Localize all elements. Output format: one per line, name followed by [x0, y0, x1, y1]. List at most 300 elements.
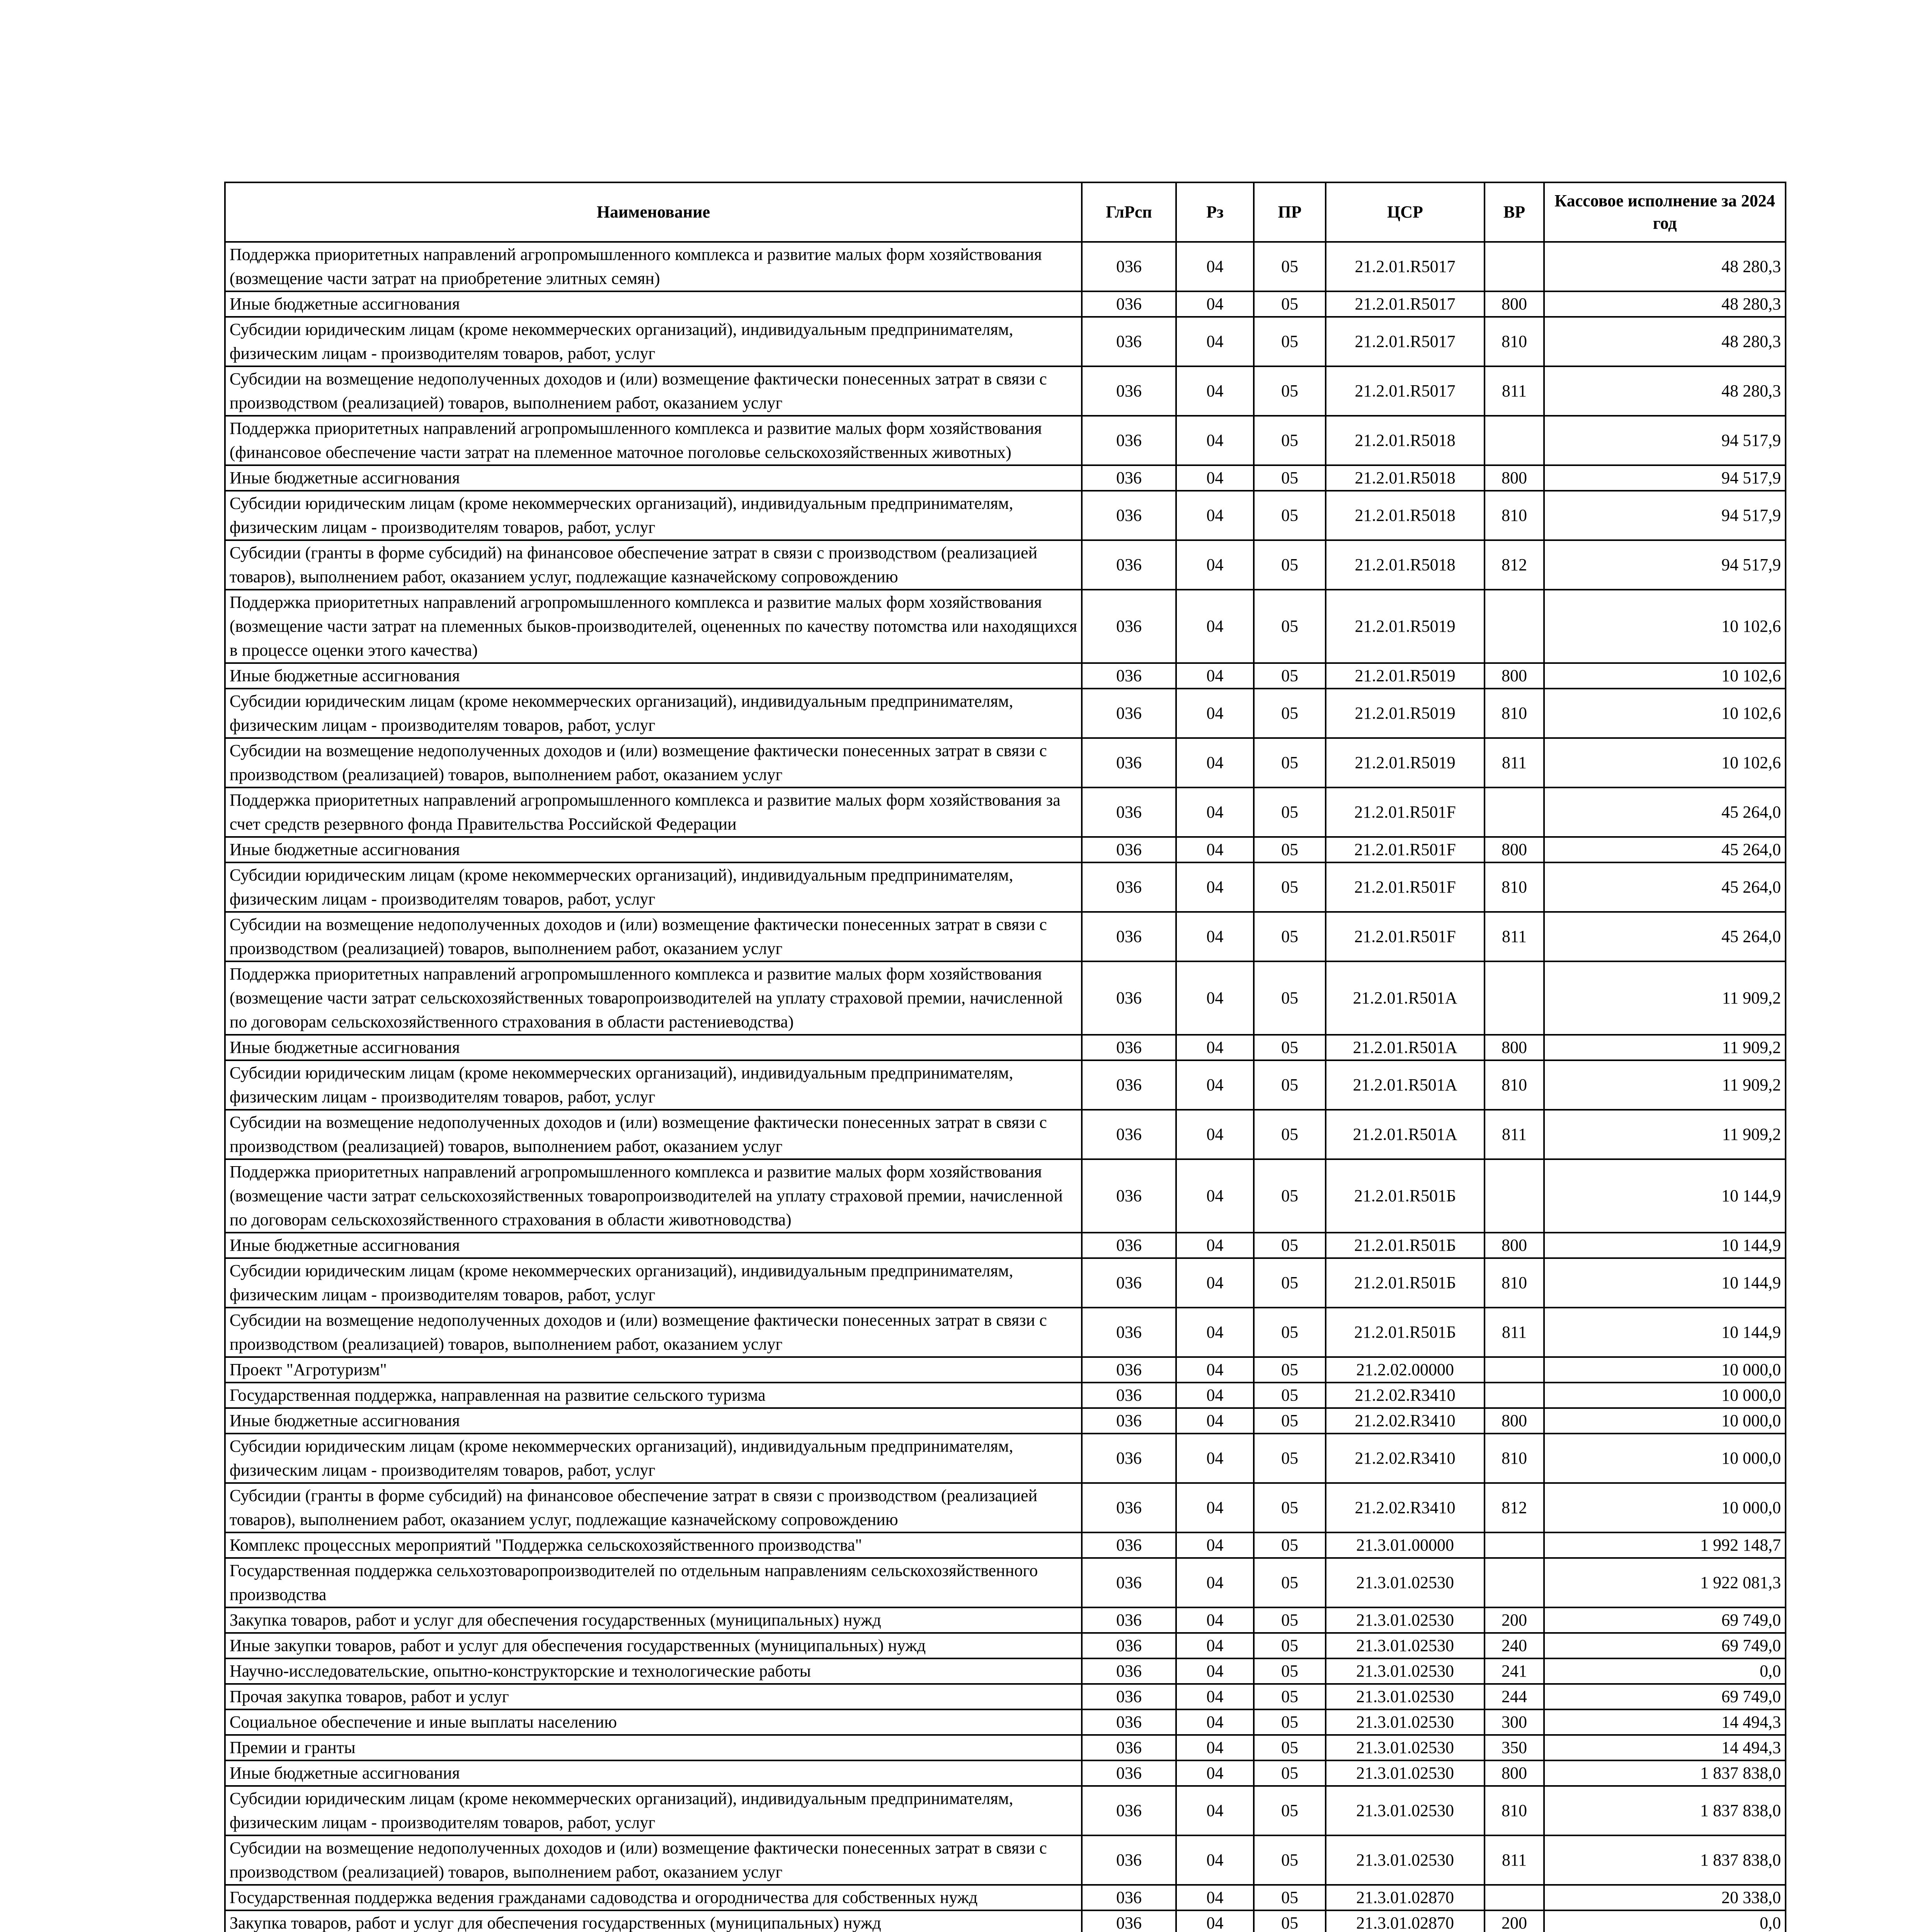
cell-vr: 811: [1485, 1110, 1544, 1159]
cell-vr: [1485, 1159, 1544, 1233]
cell-glrsp: 036: [1082, 317, 1176, 366]
cell-glrsp: 036: [1082, 1735, 1176, 1760]
table-row: [225, 366, 1786, 416]
cell-amount: 10 144,9: [1544, 1258, 1786, 1308]
cell-rz: 04: [1176, 738, 1254, 787]
cell-amount: 48 280,3: [1544, 242, 1786, 291]
cell-glrsp: 036: [1082, 862, 1176, 912]
cell-csr: 21.3.01.02870: [1326, 1885, 1485, 1910]
table-row: [225, 540, 1786, 590]
cell-rz: 04: [1176, 1910, 1254, 1932]
cell-amount: 10 000,0: [1544, 1434, 1786, 1483]
cell-name: Иные закупки товаров, работ и услуг для обеспечения государственных (муниципальных) нужд: [225, 1633, 1082, 1658]
table-row: [225, 1607, 1786, 1633]
cell-pr: 05: [1254, 961, 1326, 1035]
cell-rz: 04: [1176, 787, 1254, 837]
cell-csr: 21.2.01.R5019: [1326, 590, 1485, 663]
cell-pr: 05: [1254, 1735, 1326, 1760]
cell-glrsp: 036: [1082, 291, 1176, 317]
cell-pr: 05: [1254, 540, 1326, 590]
cell-csr: 21.2.02.R3410: [1326, 1408, 1485, 1434]
cell-amount: 1 837 838,0: [1544, 1760, 1786, 1786]
cell-pr: 05: [1254, 1258, 1326, 1308]
cell-vr: 810: [1485, 1434, 1544, 1483]
cell-pr: 05: [1254, 1159, 1326, 1233]
cell-amount: 69 749,0: [1544, 1633, 1786, 1658]
cell-vr: 810: [1485, 317, 1544, 366]
cell-amount: 69 749,0: [1544, 1607, 1786, 1633]
cell-vr: [1485, 1383, 1544, 1408]
cell-name: Субсидии юридическим лицам (кроме некоммерческих организаций), индивидуальным предпринимателям, физическим лицам - производителям товаров, работ, услуг: [225, 689, 1082, 738]
table-row: [225, 1434, 1786, 1483]
cell-vr: [1485, 1357, 1544, 1383]
cell-vr: 811: [1485, 1308, 1544, 1357]
cell-vr: [1485, 961, 1544, 1035]
cell-name: Закупка товаров, работ и услуг для обеспечения государственных (муниципальных) нужд: [225, 1607, 1082, 1633]
cell-rz: 04: [1176, 1885, 1254, 1910]
cell-name: Социальное обеспечение и иные выплаты населению: [225, 1709, 1082, 1735]
cell-name: Субсидии на возмещение недополученных доходов и (или) возмещение фактически понесенных затрат в связи с производством (реализацией) товаров, выполнением работ, оказанием услуг: [225, 366, 1082, 416]
cell-rz: 04: [1176, 1735, 1254, 1760]
cell-name: Иные бюджетные ассигнования: [225, 1760, 1082, 1786]
cell-glrsp: 036: [1082, 1684, 1176, 1709]
cell-amount: 14 494,3: [1544, 1735, 1786, 1760]
cell-rz: 04: [1176, 416, 1254, 465]
cell-name: Субсидии на возмещение недополученных доходов и (или) возмещение фактически понесенных затрат в связи с производством (реализацией) товаров, выполнением работ, оказанием услуг: [225, 912, 1082, 961]
cell-amount: 48 280,3: [1544, 366, 1786, 416]
cell-csr: 21.3.01.02870: [1326, 1910, 1485, 1932]
cell-amount: 10 000,0: [1544, 1483, 1786, 1532]
cell-amount: 94 517,9: [1544, 416, 1786, 465]
cell-name: Иные бюджетные ассигнования: [225, 1408, 1082, 1434]
cell-amount: 0,0: [1544, 1658, 1786, 1684]
cell-pr: 05: [1254, 1633, 1326, 1658]
table-row: [225, 1159, 1786, 1233]
cell-pr: 05: [1254, 1434, 1326, 1483]
cell-csr: 21.3.01.02530: [1326, 1558, 1485, 1607]
cell-rz: 04: [1176, 1159, 1254, 1233]
cell-rz: 04: [1176, 1483, 1254, 1532]
cell-amount: 10 102,6: [1544, 590, 1786, 663]
cell-amount: 45 264,0: [1544, 912, 1786, 961]
cell-pr: 05: [1254, 317, 1326, 366]
table-row: [225, 1709, 1786, 1735]
cell-csr: 21.2.01.R501F: [1326, 912, 1485, 961]
cell-vr: 810: [1485, 689, 1544, 738]
cell-glrsp: 036: [1082, 1408, 1176, 1434]
cell-pr: 05: [1254, 590, 1326, 663]
cell-name: Прочая закупка товаров, работ и услуг: [225, 1684, 1082, 1709]
cell-name: Государственная поддержка сельхозтоваропроизводителей по отдельным направлениям сельскохозяйственного производства: [225, 1558, 1082, 1607]
cell-name: Поддержка приоритетных направлений агропромышленного комплекса и развитие малых форм хозяйствования за счет средств резервного фонда Правительства Российской Федерации: [225, 787, 1082, 837]
cell-amount: 69 749,0: [1544, 1684, 1786, 1709]
cell-amount: 10 102,6: [1544, 689, 1786, 738]
table-row: [225, 1835, 1786, 1885]
cell-pr: 05: [1254, 366, 1326, 416]
cell-rz: 04: [1176, 291, 1254, 317]
cell-csr: 21.3.01.02530: [1326, 1607, 1485, 1633]
cell-csr: 21.2.01.R501A: [1326, 961, 1485, 1035]
cell-glrsp: 036: [1082, 1357, 1176, 1383]
cell-glrsp: 036: [1082, 1159, 1176, 1233]
cell-vr: 200: [1485, 1607, 1544, 1633]
cell-amount: 11 909,2: [1544, 961, 1786, 1035]
cell-name: Закупка товаров, работ и услуг для обеспечения государственных (муниципальных) нужд: [225, 1910, 1082, 1932]
cell-pr: 05: [1254, 1060, 1326, 1110]
cell-glrsp: 036: [1082, 787, 1176, 837]
cell-amount: 10 102,6: [1544, 738, 1786, 787]
cell-vr: 800: [1485, 465, 1544, 491]
cell-csr: 21.2.01.R501Б: [1326, 1233, 1485, 1258]
cell-rz: 04: [1176, 1607, 1254, 1633]
cell-csr: 21.3.01.02530: [1326, 1658, 1485, 1684]
table-row: [225, 1910, 1786, 1932]
cell-rz: 04: [1176, 1558, 1254, 1607]
cell-pr: 05: [1254, 1910, 1326, 1932]
cell-rz: 04: [1176, 1060, 1254, 1110]
cell-csr: 21.3.01.00000: [1326, 1532, 1485, 1558]
table-row: [225, 1532, 1786, 1558]
cell-glrsp: 036: [1082, 1060, 1176, 1110]
cell-vr: 244: [1485, 1684, 1544, 1709]
cell-csr: 21.2.02.R3410: [1326, 1383, 1485, 1408]
cell-glrsp: 036: [1082, 1633, 1176, 1658]
table-row: [225, 1885, 1786, 1910]
cell-csr: 21.2.01.R5019: [1326, 689, 1485, 738]
cell-name: Иные бюджетные ассигнования: [225, 291, 1082, 317]
cell-rz: 04: [1176, 465, 1254, 491]
cell-name: Субсидии юридическим лицам (кроме некоммерческих организаций), индивидуальным предпринимателям, физическим лицам - производителям товаров, работ, услуг: [225, 1060, 1082, 1110]
cell-vr: 810: [1485, 1060, 1544, 1110]
cell-pr: 05: [1254, 1383, 1326, 1408]
cell-name: Государственная поддержка ведения гражданами садоводства и огородничества для собственных нужд: [225, 1885, 1082, 1910]
cell-name: Поддержка приоритетных направлений агропромышленного комплекса и развитие малых форм хозяйствования (финансовое обеспечение части затрат на племенное маточное поголовье сельскохозяйственных животных): [225, 416, 1082, 465]
table-row: [225, 1233, 1786, 1258]
cell-pr: 05: [1254, 242, 1326, 291]
cell-amount: 10 000,0: [1544, 1408, 1786, 1434]
cell-name: Иные бюджетные ассигнования: [225, 663, 1082, 689]
cell-name: Субсидии юридическим лицам (кроме некоммерческих организаций), индивидуальным предпринимателям, физическим лицам - производителям товаров, работ, услуг: [225, 1786, 1082, 1835]
cell-vr: 800: [1485, 1233, 1544, 1258]
header-vr: ВР: [1485, 182, 1544, 242]
cell-vr: 200: [1485, 1910, 1544, 1932]
cell-name: Иные бюджетные ассигнования: [225, 465, 1082, 491]
cell-amount: 11 909,2: [1544, 1110, 1786, 1159]
cell-csr: 21.2.01.R5017: [1326, 317, 1485, 366]
header-glrsp: ГлРсп: [1082, 182, 1176, 242]
cell-pr: 05: [1254, 1558, 1326, 1607]
document-page: [224, 182, 1785, 1932]
cell-pr: 05: [1254, 1233, 1326, 1258]
table-row: [225, 1735, 1786, 1760]
cell-amount: 10 000,0: [1544, 1383, 1786, 1408]
cell-rz: 04: [1176, 1110, 1254, 1159]
cell-name: Субсидии юридическим лицам (кроме некоммерческих организаций), индивидуальным предпринимателям, физическим лицам - производителям товаров, работ, услуг: [225, 862, 1082, 912]
cell-glrsp: 036: [1082, 590, 1176, 663]
cell-pr: 05: [1254, 291, 1326, 317]
cell-vr: 800: [1485, 837, 1544, 862]
cell-vr: 811: [1485, 912, 1544, 961]
cell-csr: 21.2.01.R501F: [1326, 862, 1485, 912]
table-row: [225, 1258, 1786, 1308]
cell-rz: 04: [1176, 862, 1254, 912]
cell-name: Проект "Агротуризм": [225, 1357, 1082, 1383]
cell-amount: 0,0: [1544, 1910, 1786, 1932]
cell-rz: 04: [1176, 366, 1254, 416]
cell-rz: 04: [1176, 912, 1254, 961]
cell-vr: [1485, 416, 1544, 465]
table-row: [225, 1786, 1786, 1835]
cell-pr: 05: [1254, 1357, 1326, 1383]
cell-rz: 04: [1176, 491, 1254, 540]
cell-name: Субсидии (гранты в форме субсидий) на финансовое обеспечение затрат в связи с производством (реализацией товаров), выполнением работ, оказанием услуг, подлежащие казначейскому сопровождению: [225, 1483, 1082, 1532]
cell-name: Субсидии на возмещение недополученных доходов и (или) возмещение фактически понесенных затрат в связи с производством (реализацией) товаров, выполнением работ, оказанием услуг: [225, 738, 1082, 787]
cell-csr: 21.2.01.R5019: [1326, 663, 1485, 689]
cell-glrsp: 036: [1082, 1258, 1176, 1308]
cell-rz: 04: [1176, 1308, 1254, 1357]
cell-csr: 21.2.02.00000: [1326, 1357, 1485, 1383]
cell-glrsp: 036: [1082, 912, 1176, 961]
cell-vr: 811: [1485, 366, 1544, 416]
cell-glrsp: 036: [1082, 1607, 1176, 1633]
table-row: [225, 1408, 1786, 1434]
cell-glrsp: 036: [1082, 1532, 1176, 1558]
table-row: [225, 317, 1786, 366]
budget-table: [224, 182, 1786, 1932]
cell-rz: 04: [1176, 1658, 1254, 1684]
table-row: [225, 787, 1786, 837]
cell-glrsp: 036: [1082, 465, 1176, 491]
cell-csr: 21.2.01.R501A: [1326, 1035, 1485, 1060]
cell-csr: 21.2.01.R501A: [1326, 1110, 1485, 1159]
cell-vr: 241: [1485, 1658, 1544, 1684]
cell-pr: 05: [1254, 1885, 1326, 1910]
cell-vr: 811: [1485, 738, 1544, 787]
cell-csr: 21.3.01.02530: [1326, 1684, 1485, 1709]
cell-name: Премии и гранты: [225, 1735, 1082, 1760]
cell-pr: 05: [1254, 1110, 1326, 1159]
cell-rz: 04: [1176, 1835, 1254, 1885]
cell-glrsp: 036: [1082, 366, 1176, 416]
cell-rz: 04: [1176, 1408, 1254, 1434]
cell-rz: 04: [1176, 1684, 1254, 1709]
cell-rz: 04: [1176, 1258, 1254, 1308]
cell-vr: [1485, 590, 1544, 663]
cell-csr: 21.2.01.R501Б: [1326, 1159, 1485, 1233]
cell-pr: 05: [1254, 1658, 1326, 1684]
cell-vr: 300: [1485, 1709, 1544, 1735]
cell-csr: 21.3.01.02530: [1326, 1760, 1485, 1786]
cell-glrsp: 036: [1082, 1786, 1176, 1835]
header-amount: Кассовое исполнение за 2024 год: [1544, 182, 1786, 242]
cell-glrsp: 036: [1082, 1434, 1176, 1483]
cell-glrsp: 036: [1082, 1709, 1176, 1735]
cell-name: Иные бюджетные ассигнования: [225, 837, 1082, 862]
cell-amount: 14 494,3: [1544, 1709, 1786, 1735]
cell-glrsp: 036: [1082, 416, 1176, 465]
cell-pr: 05: [1254, 912, 1326, 961]
table-row: [225, 1658, 1786, 1684]
cell-name: Субсидии (гранты в форме субсидий) на финансовое обеспечение затрат в связи с производством (реализацией товаров), выполнением работ, оказанием услуг, подлежащие казначейскому сопровождению: [225, 540, 1082, 590]
cell-rz: 04: [1176, 317, 1254, 366]
cell-rz: 04: [1176, 837, 1254, 862]
cell-amount: 10 144,9: [1544, 1159, 1786, 1233]
cell-csr: 21.2.01.R5019: [1326, 738, 1485, 787]
cell-name: Комплекс процессных мероприятий "Поддержка сельскохозяйственного производства": [225, 1532, 1082, 1558]
cell-glrsp: 036: [1082, 1835, 1176, 1885]
cell-glrsp: 036: [1082, 1885, 1176, 1910]
cell-amount: 11 909,2: [1544, 1035, 1786, 1060]
cell-pr: 05: [1254, 491, 1326, 540]
cell-pr: 05: [1254, 862, 1326, 912]
cell-glrsp: 036: [1082, 1483, 1176, 1532]
cell-csr: 21.3.01.02530: [1326, 1709, 1485, 1735]
cell-name: Поддержка приоритетных направлений агропромышленного комплекса и развитие малых форм хозяйствования (возмещение части затрат сельскохозяйственных товаропроизводителей на уплату страховой премии, начисленной по договорам сельскохозяйственного страхования в области животноводства): [225, 1159, 1082, 1233]
cell-vr: 800: [1485, 1035, 1544, 1060]
table-row: [225, 1633, 1786, 1658]
cell-csr: 21.3.01.02530: [1326, 1835, 1485, 1885]
cell-rz: 04: [1176, 1760, 1254, 1786]
cell-rz: 04: [1176, 1434, 1254, 1483]
cell-name: Иные бюджетные ассигнования: [225, 1035, 1082, 1060]
cell-amount: 11 909,2: [1544, 1060, 1786, 1110]
table-row: [225, 837, 1786, 862]
cell-name: Субсидии юридическим лицам (кроме некоммерческих организаций), индивидуальным предпринимателям, физическим лицам - производителям товаров, работ, услуг: [225, 491, 1082, 540]
cell-pr: 05: [1254, 1684, 1326, 1709]
cell-pr: 05: [1254, 1835, 1326, 1885]
cell-amount: 10 144,9: [1544, 1233, 1786, 1258]
cell-rz: 04: [1176, 663, 1254, 689]
cell-vr: 810: [1485, 862, 1544, 912]
cell-name: Субсидии юридическим лицам (кроме некоммерческих организаций), индивидуальным предпринимателям, физическим лицам - производителям товаров, работ, услуг: [225, 1434, 1082, 1483]
cell-glrsp: 036: [1082, 1658, 1176, 1684]
cell-pr: 05: [1254, 1709, 1326, 1735]
cell-amount: 20 338,0: [1544, 1885, 1786, 1910]
cell-vr: 812: [1485, 540, 1544, 590]
cell-csr: 21.2.01.R5017: [1326, 291, 1485, 317]
cell-glrsp: 036: [1082, 1383, 1176, 1408]
cell-amount: 1 837 838,0: [1544, 1786, 1786, 1835]
cell-glrsp: 036: [1082, 242, 1176, 291]
cell-csr: 21.2.01.R5017: [1326, 366, 1485, 416]
cell-name: Субсидии юридическим лицам (кроме некоммерческих организаций), индивидуальным предпринимателям, физическим лицам - производителям товаров, работ, услуг: [225, 1258, 1082, 1308]
cell-vr: [1485, 1558, 1544, 1607]
table-row: [225, 465, 1786, 491]
cell-vr: [1485, 1885, 1544, 1910]
table-row: [225, 1357, 1786, 1383]
cell-vr: 811: [1485, 1835, 1544, 1885]
table-row: [225, 1558, 1786, 1607]
cell-glrsp: 036: [1082, 1233, 1176, 1258]
cell-amount: 10 144,9: [1544, 1308, 1786, 1357]
cell-vr: [1485, 242, 1544, 291]
cell-csr: 21.3.01.02530: [1326, 1786, 1485, 1835]
cell-glrsp: 036: [1082, 1308, 1176, 1357]
cell-glrsp: 036: [1082, 540, 1176, 590]
cell-rz: 04: [1176, 1233, 1254, 1258]
header-pr: ПР: [1254, 182, 1326, 242]
table-row: [225, 1110, 1786, 1159]
cell-pr: 05: [1254, 416, 1326, 465]
cell-csr: 21.2.01.R501F: [1326, 837, 1485, 862]
cell-rz: 04: [1176, 1786, 1254, 1835]
cell-amount: 1 992 148,7: [1544, 1532, 1786, 1558]
cell-name: Субсидии на возмещение недополученных доходов и (или) возмещение фактически понесенных затрат в связи с производством (реализацией) товаров, выполнением работ, оказанием услуг: [225, 1835, 1082, 1885]
cell-vr: 812: [1485, 1483, 1544, 1532]
table-row: [225, 912, 1786, 961]
cell-csr: 21.2.02.R3410: [1326, 1434, 1485, 1483]
cell-glrsp: 036: [1082, 1110, 1176, 1159]
cell-glrsp: 036: [1082, 689, 1176, 738]
cell-csr: 21.2.01.R501F: [1326, 787, 1485, 837]
cell-pr: 05: [1254, 837, 1326, 862]
cell-pr: 05: [1254, 1408, 1326, 1434]
cell-csr: 21.2.01.R5018: [1326, 416, 1485, 465]
cell-pr: 05: [1254, 1308, 1326, 1357]
table-row: [225, 862, 1786, 912]
table-row: [225, 738, 1786, 787]
cell-vr: 810: [1485, 491, 1544, 540]
cell-name: Субсидии юридическим лицам (кроме некоммерческих организаций), индивидуальным предпринимателям, физическим лицам - производителям товаров, работ, услуг: [225, 317, 1082, 366]
cell-rz: 04: [1176, 1035, 1254, 1060]
cell-vr: [1485, 1532, 1544, 1558]
cell-pr: 05: [1254, 689, 1326, 738]
cell-pr: 05: [1254, 1786, 1326, 1835]
cell-name: Поддержка приоритетных направлений агропромышленного комплекса и развитие малых форм хозяйствования (возмещение части затрат на племенных быков-производителей, оцененных по качеству потомства или находящихся в процессе оценки этого качества): [225, 590, 1082, 663]
table-header: [225, 182, 1786, 242]
cell-rz: 04: [1176, 1709, 1254, 1735]
cell-csr: 21.3.01.02530: [1326, 1735, 1485, 1760]
cell-rz: 04: [1176, 1383, 1254, 1408]
cell-pr: 05: [1254, 738, 1326, 787]
cell-pr: 05: [1254, 1483, 1326, 1532]
cell-vr: 800: [1485, 291, 1544, 317]
cell-pr: 05: [1254, 663, 1326, 689]
cell-name: Научно-исследовательские, опытно-конструкторские и технологические работы: [225, 1658, 1082, 1684]
cell-csr: 21.2.01.R5018: [1326, 465, 1485, 491]
cell-rz: 04: [1176, 590, 1254, 663]
cell-amount: 10 102,6: [1544, 663, 1786, 689]
cell-glrsp: 036: [1082, 491, 1176, 540]
cell-amount: 10 000,0: [1544, 1357, 1786, 1383]
table-row: [225, 689, 1786, 738]
cell-glrsp: 036: [1082, 837, 1176, 862]
table-row: [225, 242, 1786, 291]
table-body: [225, 242, 1786, 1932]
cell-csr: 21.2.01.R501Б: [1326, 1258, 1485, 1308]
cell-csr: 21.2.01.R5017: [1326, 242, 1485, 291]
cell-amount: 48 280,3: [1544, 317, 1786, 366]
cell-name: Поддержка приоритетных направлений агропромышленного комплекса и развитие малых форм хозяйствования (возмещение части затрат на приобретение элитных семян): [225, 242, 1082, 291]
cell-amount: 45 264,0: [1544, 862, 1786, 912]
table-row: [225, 291, 1786, 317]
cell-amount: 94 517,9: [1544, 540, 1786, 590]
cell-vr: 810: [1485, 1258, 1544, 1308]
table-row: [225, 1060, 1786, 1110]
table-row: [225, 590, 1786, 663]
table-row: [225, 1383, 1786, 1408]
cell-csr: 21.2.01.R5018: [1326, 491, 1485, 540]
cell-name: Поддержка приоритетных направлений агропромышленного комплекса и развитие малых форм хозяйствования (возмещение части затрат сельскохозяйственных товаропроизводителей на уплату страховой премии, начисленной по договорам сельскохозяйственного страхования в области растениеводства): [225, 961, 1082, 1035]
cell-csr: 21.2.01.R501A: [1326, 1060, 1485, 1110]
cell-rz: 04: [1176, 242, 1254, 291]
cell-vr: 800: [1485, 1760, 1544, 1786]
cell-pr: 05: [1254, 1607, 1326, 1633]
cell-rz: 04: [1176, 540, 1254, 590]
cell-glrsp: 036: [1082, 663, 1176, 689]
table-row: [225, 1308, 1786, 1357]
table-row: [225, 1760, 1786, 1786]
